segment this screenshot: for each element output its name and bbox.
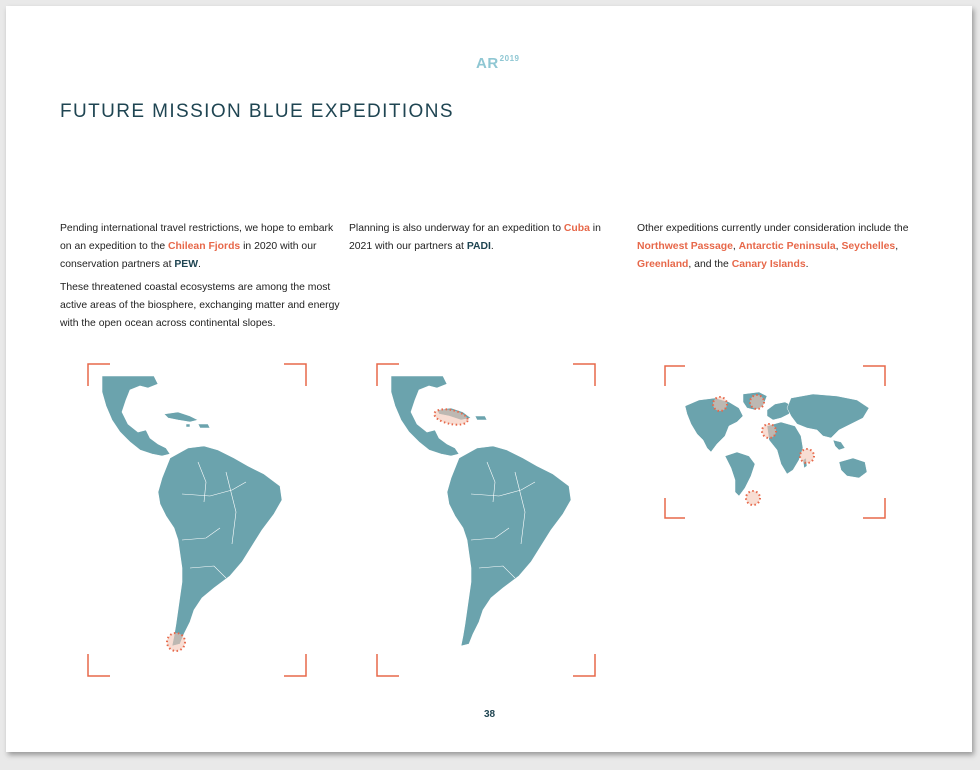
map-south-america-chile (86, 362, 308, 678)
column-chilean-fjords (60, 220, 342, 338)
land-mass (102, 376, 282, 646)
highlight-canary-islands: Canary Islands (731, 259, 806, 270)
highlight-cuba: Cuba (563, 223, 590, 234)
marker-chilean-fjords (167, 633, 185, 651)
paragraph-other-expeditions: Other expeditions currently under consideration include the Northwest Passage, Antarctic Peninsula, Seychelles, Greenland, and the Canary Islands. (637, 223, 909, 270)
land-mass (391, 376, 571, 646)
map-world (663, 364, 887, 520)
marker-canary-islands (762, 424, 776, 438)
page-title: FUTURE MISSION BLUE EXPEDITIONS (60, 101, 454, 122)
map-south-america-cuba (375, 362, 597, 678)
highlight-antarctic-peninsula: Antarctic Peninsula (738, 241, 836, 252)
land-mass (685, 392, 869, 496)
paragraph-coastal-ecosystems: These threatened coastal ecosystems are among the most active areas of the biosphere, exchanging matter and energy with the open ocean across continental slopes. (60, 282, 340, 329)
marker-antarctic-peninsula (746, 491, 760, 505)
column-cuba (349, 220, 611, 261)
marker-greenland (750, 395, 764, 409)
column-other-expeditions (637, 220, 917, 279)
paragraph-cuba: Planning is also underway for an expedition to Cuba in 2021 with our partners at PADI. (349, 223, 601, 252)
paragraph-chilean-fjords: Pending international travel restrictions, we hope to embark on an expedition to the Chilean Fjords in 2020 with our conservation partners at PEW. (60, 223, 334, 270)
marker-seychelles (800, 449, 814, 463)
highlight-greenland: Greenland (637, 259, 689, 270)
partner-pew: PEW (174, 259, 199, 270)
highlight-chilean-fjords: Chilean Fjords (168, 241, 241, 252)
marker-northwest-passage (713, 397, 727, 411)
report-page (6, 6, 972, 752)
page-number: 38 (484, 709, 496, 720)
highlight-northwest-passage: Northwest Passage (637, 241, 733, 252)
ar-logo: $AR^{2019}$ (476, 54, 520, 72)
partner-padi: PADI (466, 241, 491, 252)
highlight-seychelles: Seychelles (841, 241, 896, 252)
marker-cuba (433, 407, 469, 428)
